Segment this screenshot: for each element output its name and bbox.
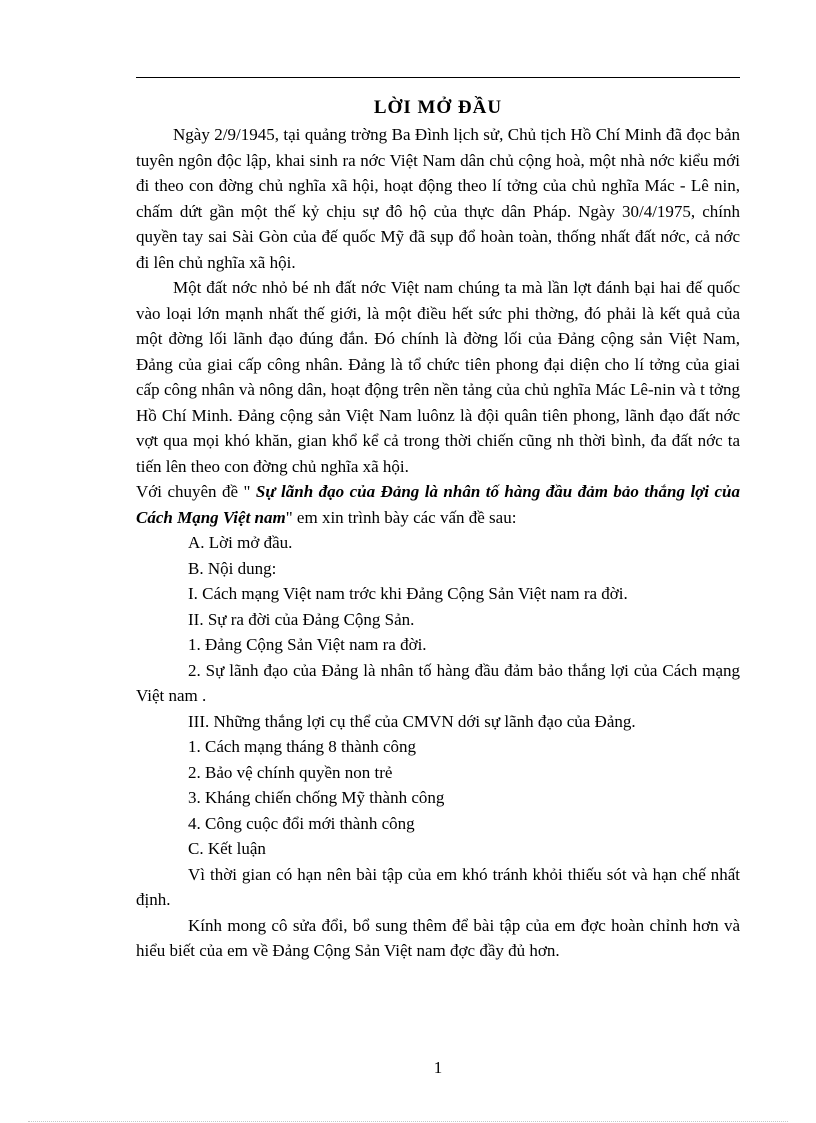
outline-item: 2. Bảo vệ chính quyền non trẻ <box>188 762 393 782</box>
outline-item: 1. Đảng Cộng Sản Việt nam ra đời. <box>188 635 427 654</box>
outline-item: 4. Công cuộc đổi mới thành công <box>188 813 415 833</box>
outline-item: B. Nội dung: <box>188 558 277 578</box>
document-body <box>136 122 740 964</box>
outline-item: 3. Kháng chiến chống Mỹ thành công <box>188 788 445 807</box>
closing-paragraph: Vì thời gian có hạn nên bài tập của em khó tránh khỏi thiếu sót và hạn chế nhất định. <box>136 864 740 909</box>
topic-prefix: Với chuyên đề " <box>136 482 256 501</box>
outline-item: I. Cách mạng Việt nam trớc khi Đảng Cộng Sản Việt nam ra đời. <box>188 584 628 603</box>
outline-item: C. Kết luận <box>188 839 266 858</box>
party-paragraph: Một đất nớc nhỏ bé nh đất nớc Việt nam chúng ta mà lần lợt đánh bại hai đế quốc vào loại lớn mạnh nhất thế giới, là một điều hết sức phi thờng, đó phải là kết quả của một đờng lối lãnh đạo đúng đắn. Đó chính là đờng lối của Đảng cộng sản Việt Nam, Đảng của giai cấp công nhân. Đảng là tổ chức tiên phong đại diện cho lí tởng của giai cấp công nhân và nông dân, hoạt động trên nền tảng của chủ nghĩa Mác Lê-nin và t tởng Hồ Chí Minh. Đảng cộng sản Việt Nam luônz là đội quân tiên phong, lãnh đạo đất nớc vợt qua mọi khó khăn, gian khổ kể cả trong thời chiến cũng nh thời bình, đa đất nớc ta tiến lên theo con đờng chủ nghĩa xã hội. <box>136 278 740 476</box>
outline-item: II. Sự ra đời của Đảng Cộng Sản. <box>188 609 415 629</box>
outline-item: A. Lời mở đầu. <box>188 533 293 552</box>
header-rule <box>136 77 740 78</box>
outline-item: 1. Cách mạng tháng 8 thành công <box>188 737 417 756</box>
topic-emphasis: Sự lãnh đạo của Đảng là nhân tố hàng đầu đảm bảo thắng lợi của Cách Mạng Việt nam <box>136 482 740 527</box>
topic-suffix: " em xin trình bày các vấn đề sau: <box>285 507 517 527</box>
page-number: 1 <box>433 1058 443 1077</box>
page-title: LỜI MỞ ĐẦU <box>373 97 503 118</box>
outline-item: 2. Sự lãnh đạo của Đảng là nhân tố hàng đầu đảm bảo thắng lợi của Cách mạng Việt nam . <box>136 660 740 705</box>
page-edge-rule <box>28 1121 788 1122</box>
intro-paragraph: Ngày 2/9/1945, tại quảng trờng Ba Đình lịch sử, Chủ tịch Hồ Chí Minh đã đọc bản tuyên ngôn độc lập, khai sinh ra nớc Việt Nam dân chủ cộng hoà, một nhà nớc kiểu mới đi theo con đờng chủ nghĩa xã hội, hoạt động theo lí tởng của chủ nghĩa Mác - Lê nin, chấm dứt gần một thế kỷ chịu sự đô hộ của thực dân Pháp. Ngày 30/4/1975, chính quyền tay sai Sài Gòn của đế quốc Mỹ đã sụp đổ hoàn toàn, thống nhất đất nớc, cả nớc đi lên chủ nghĩa xã hội. <box>136 125 740 272</box>
outline-item: III. Những thắng lợi cụ thể của CMVN dới sự lãnh đạo của Đảng. <box>188 711 636 731</box>
topic-paragraph <box>136 479 740 530</box>
closing-paragraph: Kính mong cô sửa đổi, bổ sung thêm để bài tập của em đợc hoàn chỉnh hơn và hiểu biết của em về Đảng Cộng Sản Việt nam đợc đầy đủ hơn. <box>136 915 740 960</box>
